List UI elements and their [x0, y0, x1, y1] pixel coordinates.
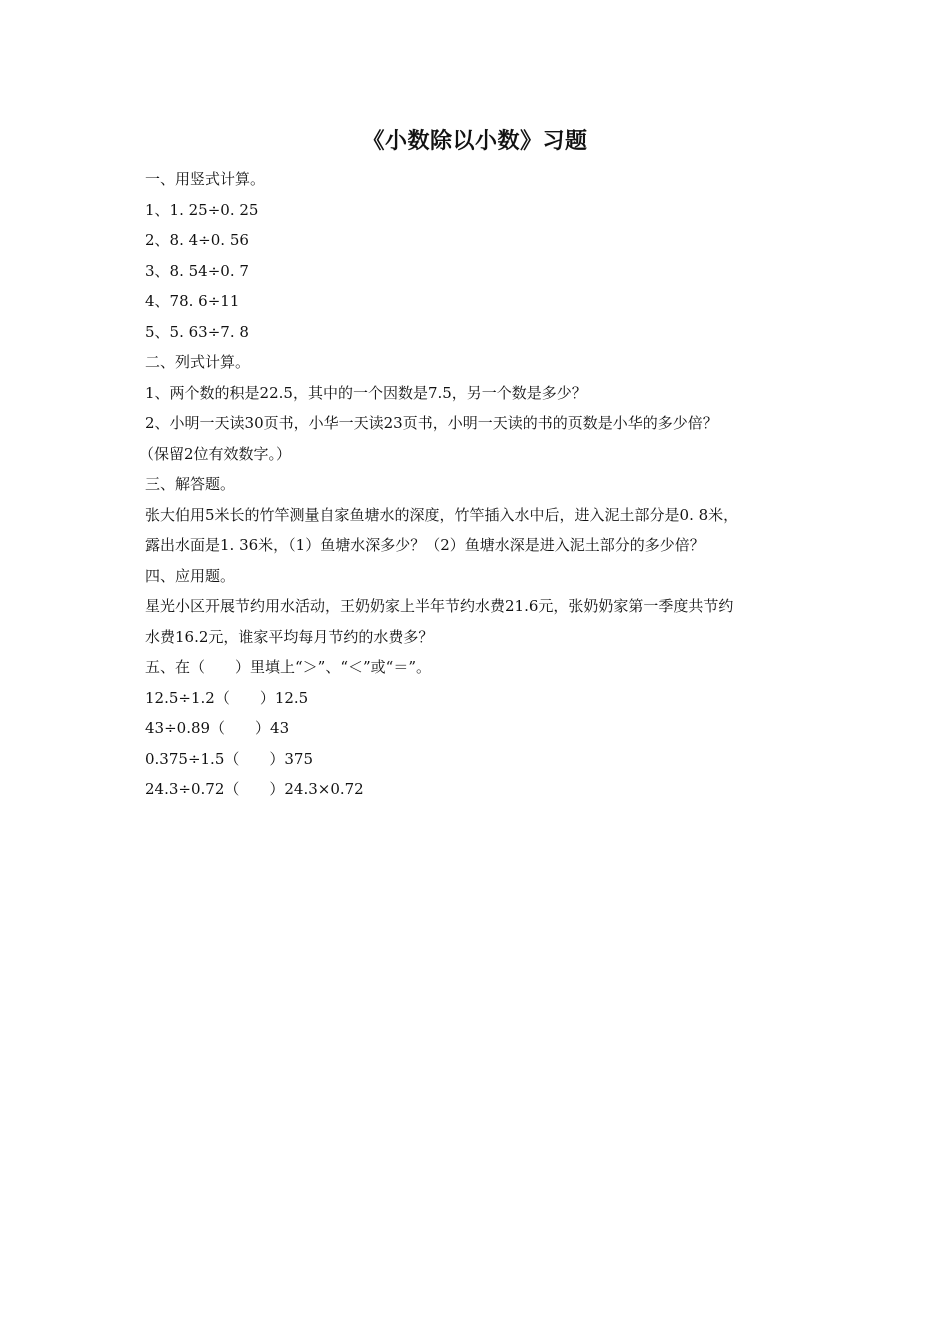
section-4-text-line-2: 水费16.2元，谁家平均每月节约的水费多？: [145, 627, 434, 646]
section-1-item-1: 1、1. 25÷0. 25: [145, 200, 259, 219]
section-1-item-5: 5、5. 63÷7. 8: [145, 322, 249, 341]
section-5-item-3: 0.375÷1.5（ ）375: [145, 749, 313, 768]
section-2-question-2-note: （保留2位有效数字。）: [139, 444, 292, 463]
worksheet-content: [139, 164, 825, 805]
section-3-text-line-2: 露出水面是1. 36米，（1）鱼塘水深多少？（2）鱼塘水深是进入泥土部分的多少倍？: [145, 536, 705, 554]
section-5-item-4: 24.3÷0.72（ ）24.3×0.72: [145, 780, 364, 798]
section-5-heading: 五、在（ ）里填上“＞”、“＜”或“＝”。: [145, 658, 432, 676]
section-1-item-2: 2、8. 4÷0. 56: [145, 231, 249, 249]
section-5-item-2: 43÷0.89（ ）43: [145, 719, 290, 737]
section-2-question-1: 1、两个数的积是22.5，其中的一个因数是7.5，另一个数是多少？: [145, 383, 587, 402]
section-3-heading: 三、解答题。: [145, 475, 236, 493]
section-1-item-3: 3、8. 54÷0. 7: [145, 261, 249, 280]
section-4-heading: 四、应用题。: [145, 566, 236, 585]
section-4-text-line-1: 星光小区开展节约用水活动，王奶奶家上半年节约水费21.6元，张奶奶家第一季度共节约: [145, 597, 734, 615]
section-3-text-line-1: 张大伯用5米长的竹竿测量自家鱼塘水的深度，竹竿插入水中后，进入泥土部分是0. 8米，: [145, 505, 739, 524]
section-5-item-1: 12.5÷1.2（ ）12.5: [145, 688, 309, 707]
page-title: 《小数除以小数》习题: [362, 128, 588, 154]
section-1-heading: 一、用竖式计算。: [145, 170, 266, 188]
section-2-heading: 二、列式计算。: [145, 353, 251, 371]
section-2-question-2: 2、小明一天读30页书，小华一天读23页书，小明一天读的书的页数是小华的多少倍？: [145, 414, 718, 432]
section-1-item-4: 4、78. 6÷11: [145, 292, 240, 310]
